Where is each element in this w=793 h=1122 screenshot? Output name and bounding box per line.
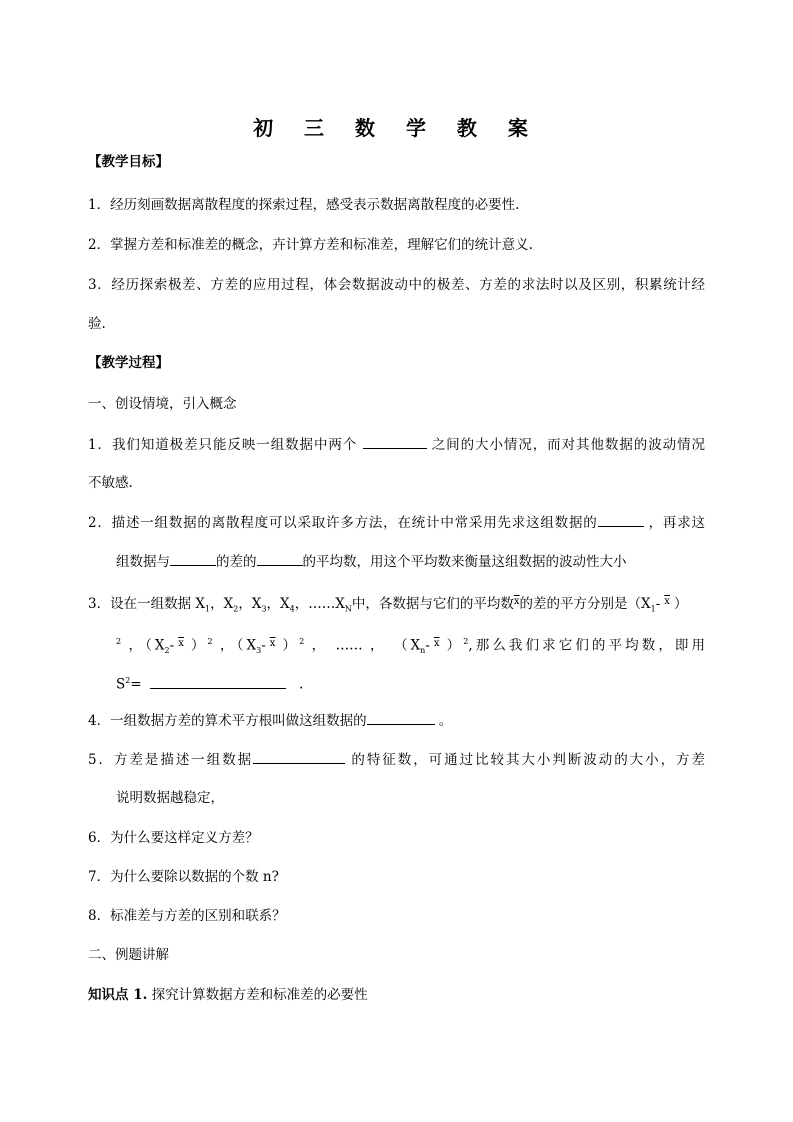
subscript: 3 [256,646,262,656]
subscript: 1 [650,604,656,614]
subscript: 1 [205,604,211,614]
text: 的差的 [216,554,257,570]
question-7: 7．为什么要除以数据的个数 n? [88,869,279,885]
kp-text: 探究计算数据方差和标准差的必要性 [151,987,368,1003]
question-1-cont: 不敏感. [88,475,133,491]
question-4 [88,711,452,730]
subscript: N [344,604,352,614]
superscript: 2 [207,637,213,646]
goal-1: 1．经历刻画数据离散程度的探索过程，感受表示数据离散程度的必要性. [88,197,520,213]
subscript: n [420,646,426,656]
x-bar: x [433,637,440,649]
fill-blank[interactable] [257,552,303,566]
knowledge-point-1 [88,986,368,1004]
question-3-cont: $^2$ ，（$X_2-$ $^{\overline{x}}$ ）$^2$ ，（$X_3-$ $^{\overline{x}}$ ）$^2$ ， …… ， （$X_n-$ $^{\overline{x}}$ ）$^2$,那么我们求它们的平均数，即用 [116,637,706,656]
text: 的差的平方分别是（X [519,596,651,612]
question-2-cont [116,552,627,571]
text: = [130,676,142,693]
goal-2: 2．掌握方差和标准差的概念，卉计算方差和标准差，理解它们的统计意义. [88,237,533,253]
subscript: 2 [164,646,170,656]
superscript: 2 [463,637,469,646]
question-6: 6．为什么要这样定义方差？ [88,830,259,846]
fill-blank[interactable] [598,513,644,527]
question-3-formula [116,672,303,694]
fill-blank[interactable] [253,750,345,764]
kp-label: 知识点 1. [88,987,148,1003]
question-3: 3．设在一组数据 $X_1$，$X_2$，$X_3$，$X_4$，$\dots\dots X_N$中，各数据与它们的平均数$^{\overline{x}}$的差的平方分别是（$X_1-$ $^{\overline{x}}$ ） [88,596,688,614]
text: 。 [434,713,453,729]
text: ，再求这 [643,515,705,531]
x-bar: x [269,637,276,649]
fill-blank[interactable] [363,435,427,449]
x-bar: x [664,596,670,607]
question-1 [88,435,705,454]
text: 2．描述一组数据的离散程度可以采取许多方法，在统计中常采用先求这组数据的 [88,515,598,531]
goal-3: 3．经历探索极差、方差的应用过程，体会数据波动中的极差、方差的求法时以及区别，积累统计经 [88,277,705,293]
superscript: 2 [116,637,122,646]
text: 的平均数，用这个平均数来衡量这组数据的波动性大小 [302,554,627,570]
text: 组数据与 [116,554,170,570]
page-title: 初 三 数 学 教 案 [253,116,540,140]
text: 中，各数据与它们的平均数 [351,596,514,612]
subscript: 2 [233,604,239,614]
section-1-heading: 一、创设情境，引入概念 [88,396,237,412]
fill-blank[interactable] [367,711,435,725]
text: 那么我们求它们的平均数，即用 [472,637,706,654]
fill-blank[interactable] [150,675,286,689]
goal-3-cont: 验. [88,316,106,332]
text: 1．我们知道极差只能反映一组数据中两个 [88,437,363,453]
text: 3．设在一组数据 X [88,596,205,612]
goals-heading: 【教学目标】 [88,154,169,170]
subscript: 3 [261,604,267,614]
superscript: 2 [299,637,305,646]
text: S [116,676,126,693]
subscript: 4 [289,604,295,614]
text: 之间的大小情况，而对其他数据的波动情况 [426,437,705,453]
question-5-cont: 说明数据越稳定， [116,790,224,806]
text: 的特征数，可通过比较其大小判断波动的大小，方差 [345,752,705,768]
x-bar: x [513,596,520,607]
text: 4．一组数据方差的算术平方根叫做这组数据的 [88,713,367,729]
section-2-heading: 二、例题讲解 [88,947,169,963]
text: 5．方差是描述一组数据 [88,752,254,768]
question-2 [88,513,705,532]
question-5 [88,750,705,769]
process-heading: 【教学过程】 [88,355,169,371]
question-8: 8．标准差与方差的区别和联系？ [88,908,286,924]
x-bar: x [178,637,184,649]
text: . [299,676,304,693]
fill-blank[interactable] [170,552,216,566]
superscript: 2 [125,676,131,685]
